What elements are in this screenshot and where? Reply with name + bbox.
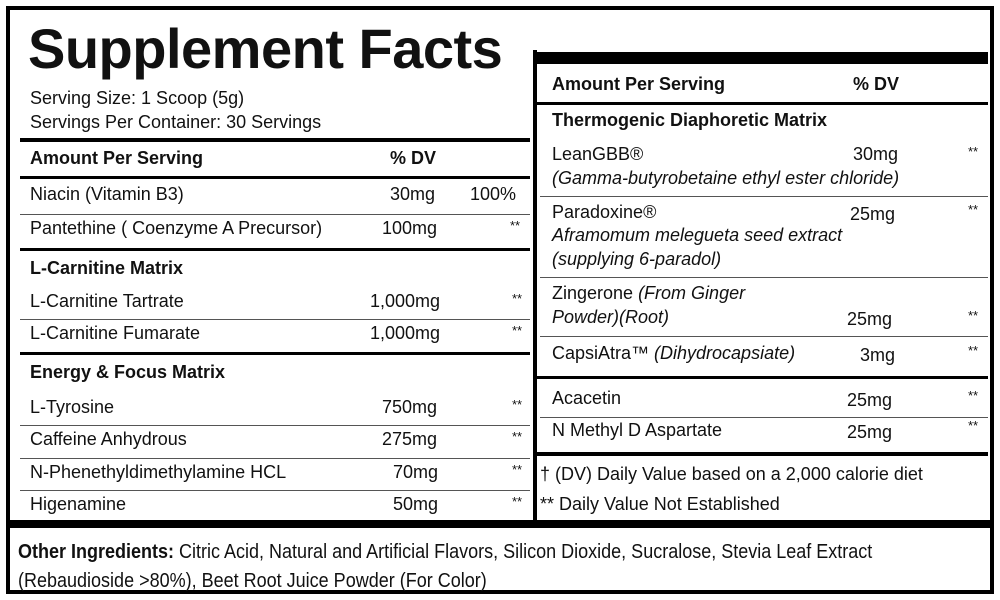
ingredient-name: Acacetin — [552, 388, 622, 408]
ingredient-name: Paradoxine® — [552, 202, 657, 222]
nutrient-amount: 100mg — [382, 218, 438, 238]
page-title: Supplement Facts — [28, 17, 503, 80]
other-ingredients-text: Citric Acid, Natural and Artificial Flavors, Silicon Dioxide, Sucralose, Stevia Leaf Extract (Rebaudioside >80%), Beet Root Juice Powder (For Color) — [18, 541, 873, 592]
divider — [20, 138, 530, 142]
nutrient-name: N-Phenethyldimethylamine HCL — [30, 462, 287, 482]
divider — [20, 248, 530, 251]
nutrient-dv: ** — [512, 397, 523, 412]
divider — [537, 452, 988, 456]
ingredient-name: N Methyl D Aspartate — [552, 420, 723, 440]
ingredient-dv: ** — [968, 343, 979, 358]
nutrient-name: Pantethine ( Coenzyme A Precursor) — [30, 218, 323, 238]
matrix-title: L-Carnitine Matrix — [30, 258, 184, 278]
nutrient-name: L-Carnitine Fumarate — [30, 323, 201, 343]
other-ingredients-label: Other Ingredients: — [18, 541, 175, 563]
row-divider — [540, 277, 988, 278]
nutrient-amount: 30mg — [390, 184, 436, 204]
matrix-title: Energy & Focus Matrix — [30, 362, 226, 382]
divider — [20, 176, 530, 179]
nutrient-dv: ** — [512, 494, 523, 509]
matrix-title: Thermogenic Diaphoretic Matrix — [552, 110, 828, 130]
row-divider — [20, 214, 530, 215]
nutrient-amount: 1,000mg — [370, 291, 441, 311]
left-header-amount: Amount Per Serving — [30, 148, 204, 168]
divider — [537, 376, 988, 379]
nutrient-name: L-Carnitine Tartrate — [30, 291, 184, 311]
ingredient-amount: 25mg — [847, 390, 893, 410]
nutrient-amount: 750mg — [382, 397, 438, 417]
row-divider — [20, 490, 530, 491]
nutrient-dv: ** — [512, 323, 523, 338]
ingredient-amount: 25mg — [850, 204, 896, 224]
nutrient-dv: ** — [510, 218, 521, 233]
nutrient-dv: ** — [512, 462, 523, 477]
column-divider — [533, 50, 537, 520]
row-divider — [540, 417, 988, 418]
serving-size: Serving Size: 1 Scoop (5g) — [30, 88, 245, 108]
ingredient-amount: 25mg — [847, 309, 893, 329]
nutrient-name: L-Tyrosine — [30, 397, 115, 417]
divider — [20, 352, 530, 355]
ingredient-subtitle: (Gamma-butyrobetaine ethyl ester chloride) — [552, 168, 900, 188]
nutrient-amount: 70mg — [393, 462, 439, 482]
row-divider — [20, 425, 530, 426]
ingredient-subtitle: (Dihydrocapsiate) — [649, 343, 796, 363]
row-divider — [540, 196, 988, 197]
ingredient-dv: ** — [968, 388, 979, 403]
row-divider — [540, 336, 988, 337]
right-header-dv: % DV — [853, 74, 900, 94]
ingredient-subtitle: Aframomum melegueta seed extract — [552, 225, 843, 245]
nutrient-amount: 1,000mg — [370, 323, 441, 343]
ingredient-name: LeanGBB® — [552, 144, 644, 164]
nutrient-amount: 50mg — [393, 494, 439, 514]
ingredient-name: CapsiAtra™ — [552, 343, 650, 363]
divider — [10, 520, 990, 528]
footnote-not-established: ** Daily Value Not Established — [540, 494, 780, 514]
footnote-daily-value: † (DV) Daily Value based on a 2,000 calorie diet — [540, 464, 923, 484]
ingredient-amount: 30mg — [853, 144, 899, 164]
ingredient-line — [552, 343, 795, 364]
left-header-dv: % DV — [390, 148, 437, 168]
nutrient-amount: 275mg — [382, 429, 438, 449]
nutrient-dv: ** — [512, 291, 523, 306]
other-ingredients — [18, 538, 882, 596]
nutrient-name: Higenamine — [30, 494, 127, 514]
row-divider — [20, 319, 530, 320]
ingredient-subtitle: (supplying 6-paradol) — [552, 249, 722, 269]
ingredient-subtitle: Powder)(Root) — [552, 307, 670, 327]
ingredient-amount: 25mg — [847, 422, 893, 442]
ingredient-dv: ** — [968, 144, 979, 159]
ingredient-name: Zingerone — [552, 283, 634, 303]
servings-per-container: Servings Per Container: 30 Servings — [30, 112, 322, 132]
ingredient-subtitle: (From Ginger — [633, 283, 746, 303]
ingredient-line — [552, 283, 745, 304]
ingredient-dv: ** — [968, 308, 979, 323]
nutrient-name: Niacin (Vitamin B3) — [30, 184, 184, 204]
right-header-amount: Amount Per Serving — [552, 74, 726, 94]
divider — [537, 52, 988, 64]
ingredient-dv: ** — [968, 418, 979, 433]
ingredient-amount: 3mg — [860, 345, 896, 365]
nutrient-dv: 100% — [470, 184, 517, 204]
nutrient-name: Caffeine Anhydrous — [30, 429, 187, 449]
supplement-facts-panel — [6, 6, 994, 594]
ingredient-dv: ** — [968, 202, 979, 217]
row-divider — [20, 458, 530, 459]
nutrient-dv: ** — [512, 429, 523, 444]
divider — [537, 102, 988, 105]
